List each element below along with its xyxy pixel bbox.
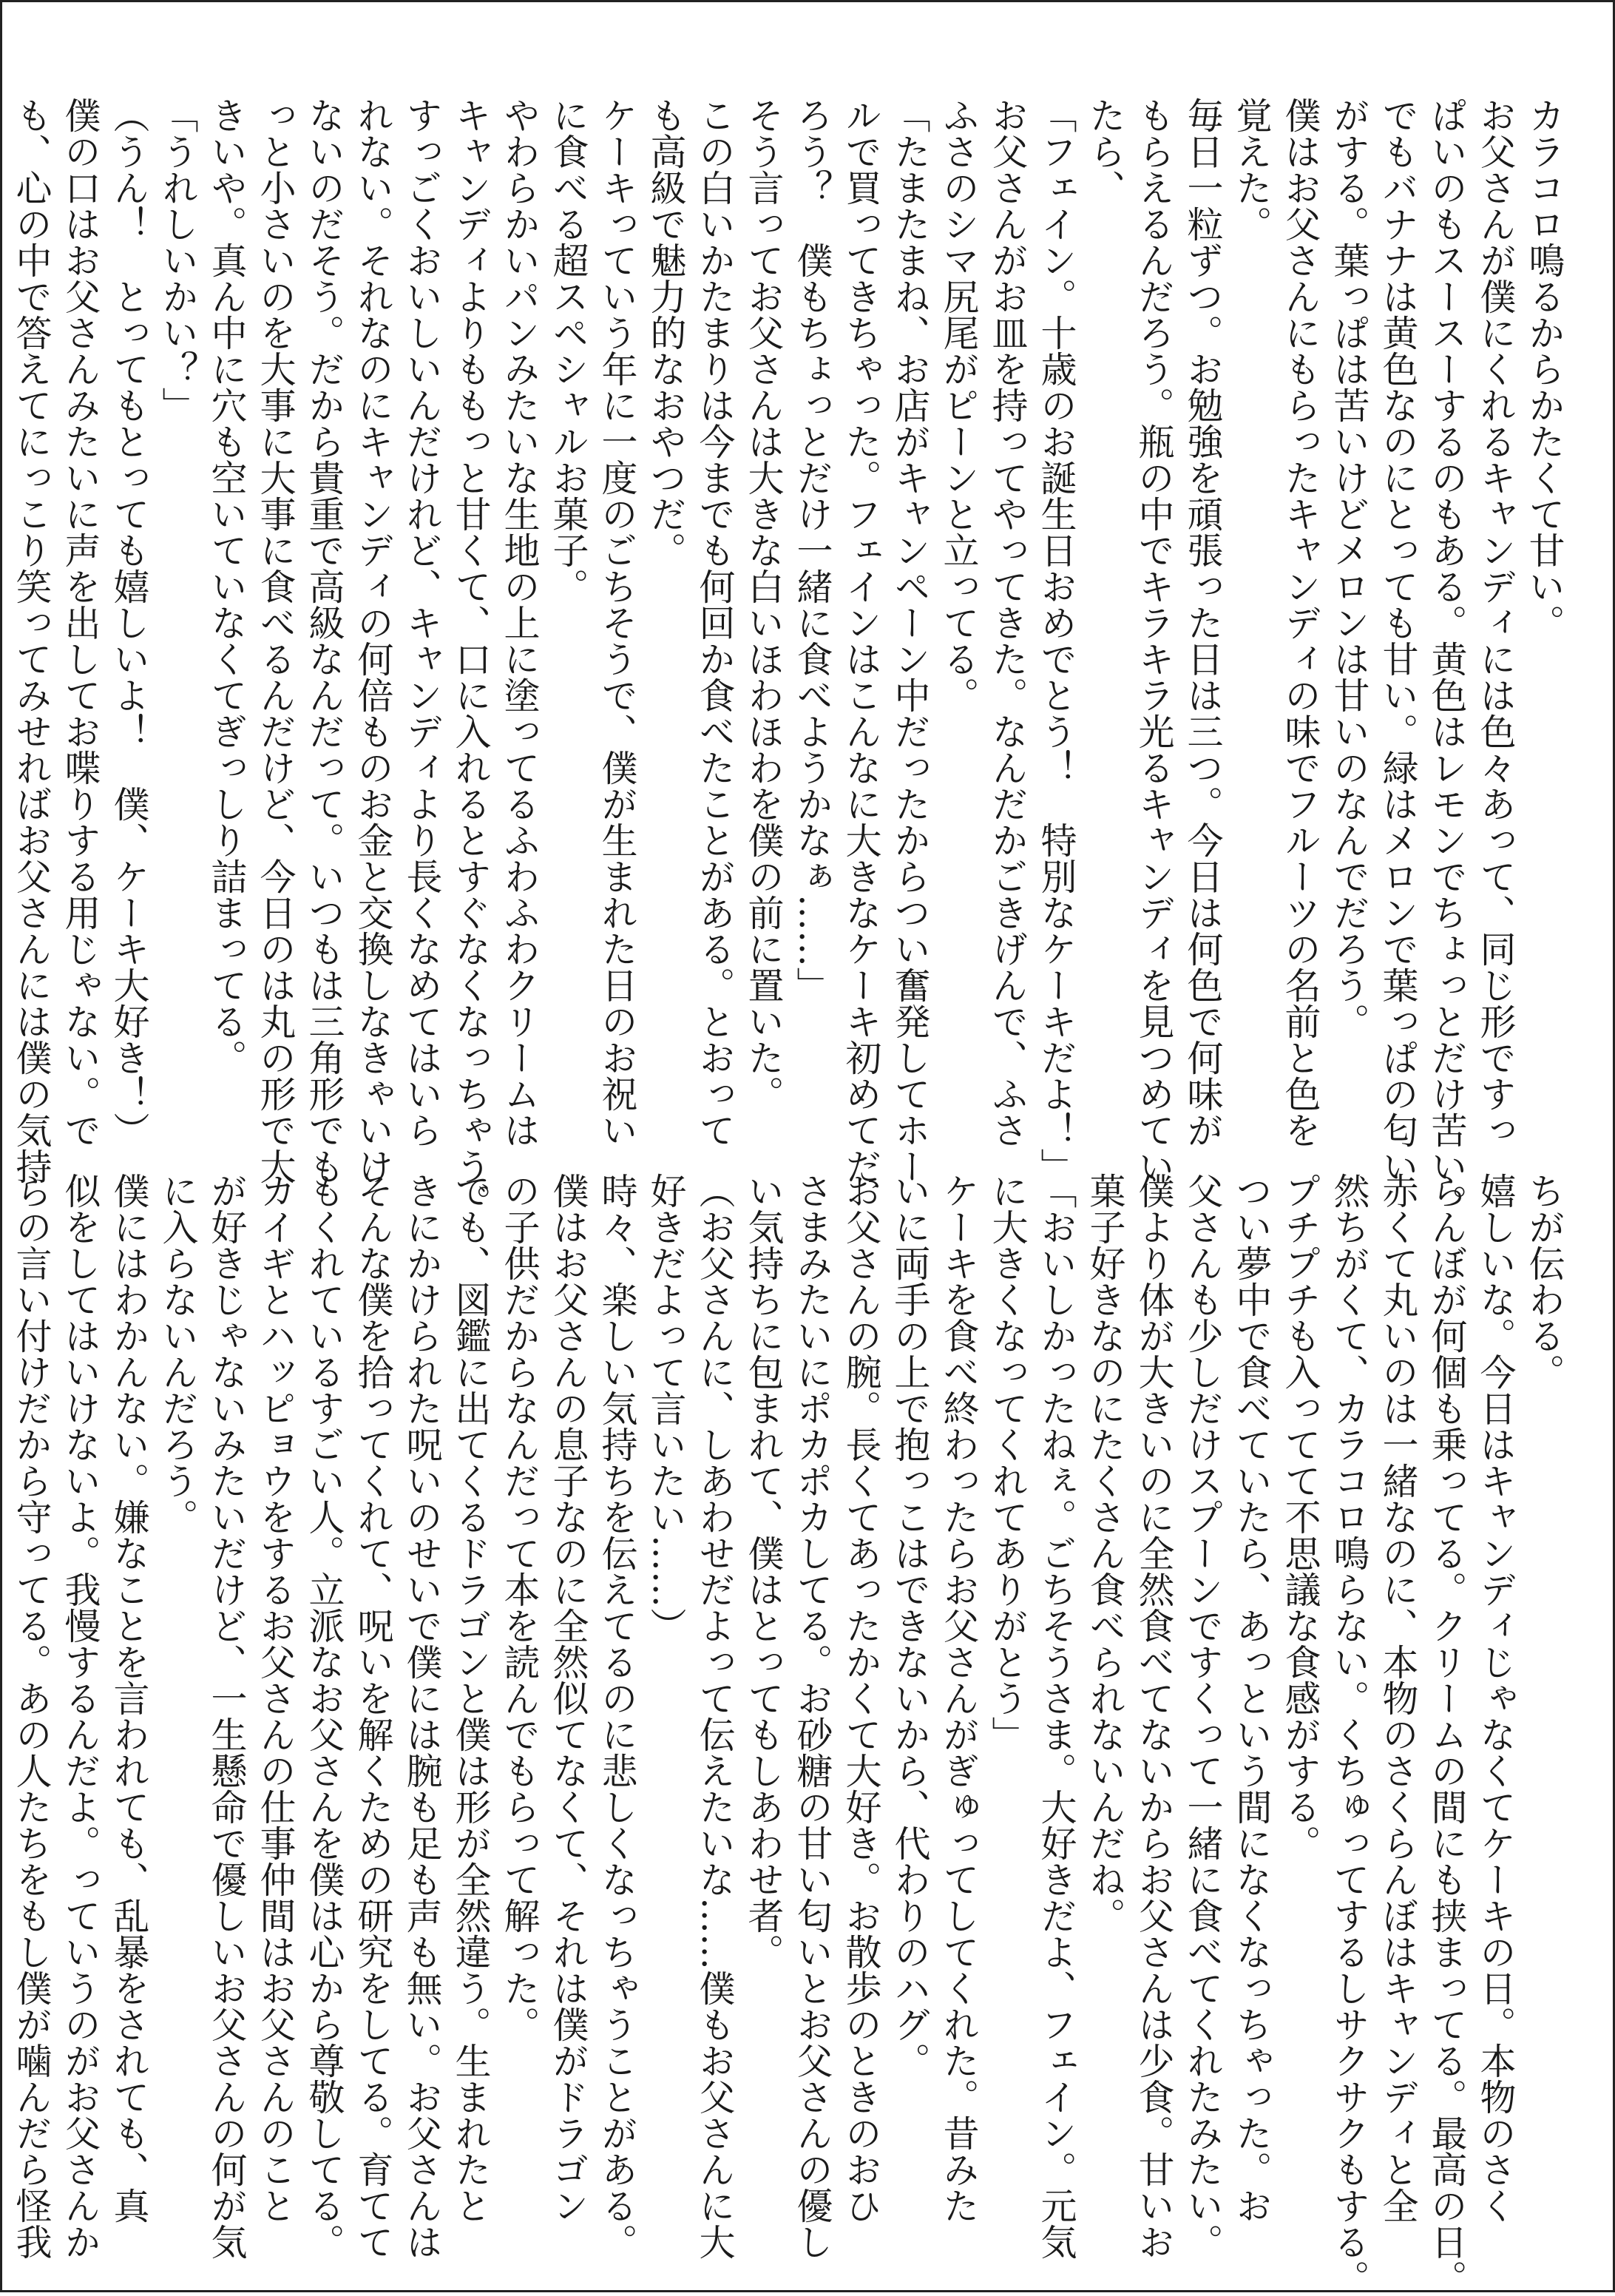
text-line: （お父さんに、しあわせだよって伝えたいな……僕もお父さんに大 bbox=[694, 1172, 736, 2260]
text-line: ちが伝わる。 bbox=[1523, 1172, 1565, 1390]
text-line: 菓子好きなのにたくさん食べられないんだね。 bbox=[1084, 1172, 1126, 1934]
text-line: も、心の中で答えてにっこり笑ってみせればお父さんには僕の気持 bbox=[10, 97, 53, 1184]
text-line: 父さんも少しだけスプーンですくって一緒に食べてくれたみたい。 bbox=[1182, 1172, 1224, 2260]
text-line: 覚えた。 bbox=[1230, 97, 1273, 242]
text-line: ろう？ 僕もちょっとだけ一緒に食べようかなぁ……」 bbox=[791, 97, 833, 1003]
text-line: いに両手の上で抱っこはできないから、代わりのハグ。 bbox=[889, 1172, 931, 2079]
text-line: プチプチも入ってて不思議な食感がする。 bbox=[1279, 1172, 1321, 1861]
text-line: 「うれしいかい？」 bbox=[157, 97, 199, 423]
text-line: ぱいのもスースーするのもある。黄色はレモンでちょっとだけ苦い。 bbox=[1426, 97, 1468, 1220]
text-line: ふさのシマ尻尾がピーンと立ってる。 bbox=[938, 97, 980, 713]
text-line: が好きじゃないみたいだけど、一生懸命で優しいお父さんの何が気 bbox=[206, 1172, 248, 2260]
text-line: すっごくおいしいんだけれど、キャンディより長くなめてはいら bbox=[401, 97, 443, 1148]
text-line: 僕はお父さんの息子なのに全然似てなくて、それは僕がドラゴン bbox=[547, 1172, 589, 2224]
text-line: に大きくなってくれてありがとう」 bbox=[986, 1172, 1029, 1752]
text-line: 「フェイン。十歳のお誕生日おめでとう！ 特別なケーキだよ！」 bbox=[1035, 97, 1077, 1184]
text-line: の子供だからなんだって本を読んでもらって解った。 bbox=[498, 1172, 541, 2042]
text-line: そんな僕を拾ってくれて、呪いを解くための研究をしてる。育てて bbox=[352, 1172, 394, 2260]
text-line: 「たまたまね、お店がキャンペーン中だったからつい奮発してホー bbox=[889, 97, 931, 1184]
text-line: 僕にはわかんない。嫌なことを言われても、乱暴をされても、真 bbox=[108, 1172, 150, 2224]
text-line: に入らないんだろう。 bbox=[157, 1172, 199, 1535]
text-line: がする。葉っぱは苦いけどメロンは甘いのなんでだろう。 bbox=[1328, 97, 1370, 1039]
text-line: っと小さいのを大事に大事に食べるんだけど、今日のは丸の形で大 bbox=[254, 97, 297, 1184]
text-line: 毎日一粒ずつ。お勉強を頑張った日は三つ。今日は何色で何味が bbox=[1182, 97, 1224, 1148]
text-line: やわらかいパンみたいな生地の上に塗ってるふわふわクリームは bbox=[498, 97, 541, 1148]
text-line: ケーキを食べ終わったらお父さんがぎゅってしてくれた。昔みた bbox=[938, 1172, 980, 2224]
text-line: お父さんがお皿を持ってやってきた。なんだかごきげんで、ふさ bbox=[986, 97, 1029, 1148]
text-line: でも、図鑑に出てくるドラゴンと僕は形が全然違う。生まれたと bbox=[450, 1172, 492, 2224]
text-line: カラコロ鳴るからかたくて甘い。 bbox=[1523, 97, 1565, 641]
text-line: 赤くて丸いのは一緒なのに、本物のさくらんぼはキャンディと全 bbox=[1377, 1172, 1419, 2224]
text-line: 「おいしかったねぇ。ごちそうさま。大好きだよ、フェイン。元気 bbox=[1035, 1172, 1077, 2260]
text-line: ケーキっていう年に一度のごちそうで、僕が生まれた日のお祝い bbox=[596, 97, 638, 1148]
text-line: も高級で魅力的なおやつだ。 bbox=[645, 97, 687, 568]
text-line: もくれているすごい人。立派なお父さんを僕は心から尊敬してる。 bbox=[303, 1172, 345, 2260]
text-line: （うん！ とってもとっても嬉しいよ！ 僕、ケーキ大好き！） bbox=[108, 97, 150, 1148]
text-line: 僕より体が大きいのに全然食べてないからお父さんは少食。甘いお bbox=[1133, 1172, 1175, 2260]
text-line: きにかけられた呪いのせいで僕には腕も足も声も無い。お父さんは bbox=[401, 1172, 443, 2260]
text-line: もらえるんだろう。瓶の中でキラキラ光るキャンディを見つめてい bbox=[1133, 97, 1175, 1184]
text-line: ルで買ってきちゃった。フェインはこんなに大きなケーキ初めてだ bbox=[840, 97, 882, 1184]
text-line: キャンディよりももっと甘くて、口に入れるとすぐなくなっちゃう。 bbox=[450, 97, 492, 1220]
text-line: カイギとハッピョウをするお父さんの仕事仲間はお父さんのこと bbox=[254, 1172, 297, 2224]
text-line: さまみたいにポカポカしてる。お砂糖の甘い匂いとお父さんの優し bbox=[791, 1172, 833, 2260]
lower-text-block bbox=[10, 1172, 1568, 2296]
text-line: たら、 bbox=[1084, 97, 1126, 206]
text-line: お父さんが僕にくれるキャンディには色々あって、同じ形ですっ bbox=[1475, 97, 1517, 1148]
text-line: に食べる超スペシャルお菓子。 bbox=[547, 97, 589, 604]
text-line: 嬉しいな。今日はキャンディじゃなくてケーキの日。本物のさく bbox=[1475, 1172, 1517, 2224]
text-line: きいや。真ん中に穴も空いていなくてぎっしり詰まってる。 bbox=[206, 97, 248, 1076]
upper-text-block bbox=[10, 97, 1568, 1220]
text-line: 僕はお父さんにもらったキャンディの味でフルーツの名前と色を bbox=[1279, 97, 1321, 1148]
text-line: 好きだよって言いたい……） bbox=[645, 1172, 687, 1644]
text-line: 然ちがくて、カラコロ鳴らない。くちゅってするしサクサクもする。 bbox=[1328, 1172, 1370, 2296]
text-line: この白いかたまりは今までも何回か食べたことがある。とおって bbox=[694, 97, 736, 1148]
text-line: らの言い付けだから守ってる。あの人たちをもし僕が噛んだら怪我 bbox=[10, 1172, 53, 2260]
text-line: ないのだそう。だから貴重で高級なんだって。いつもは三角形でも bbox=[303, 97, 345, 1184]
text-line: つい夢中で食べていたら、あっという間になくなっちゃった。お bbox=[1230, 1172, 1273, 2224]
text-line: れない。それなのにキャンディの何倍ものお金と交換しなきゃいけ bbox=[352, 97, 394, 1184]
text-line: らんぼが何個も乗ってる。クリームの間にも挟まってる。最高の日。 bbox=[1426, 1172, 1468, 2296]
text-line: 時々、楽しい気持ちを伝えてるのに悲しくなっちゃうことがある。 bbox=[596, 1172, 638, 2260]
text-line: い気持ちに包まれて、僕はとってもしあわせ者。 bbox=[742, 1172, 785, 1970]
text-line: でもバナナは黄色なのにとっても甘い。緑はメロンで葉っぱの匂い bbox=[1377, 97, 1419, 1184]
text-line: 似をしてはいけないよ。我慢するんだよ。っていうのがお父さんか bbox=[59, 1172, 101, 2260]
text-line: そう言ってお父さんは大きな白いほわほわを僕の前に置いた。 bbox=[742, 97, 785, 1112]
text-line: 僕の口はお父さんみたいに声を出してお喋りする用じゃない。で bbox=[59, 97, 101, 1148]
text-line: お父さんの腕。長くてあったかくて大好き。お散歩のときのおひ bbox=[840, 1172, 882, 2224]
